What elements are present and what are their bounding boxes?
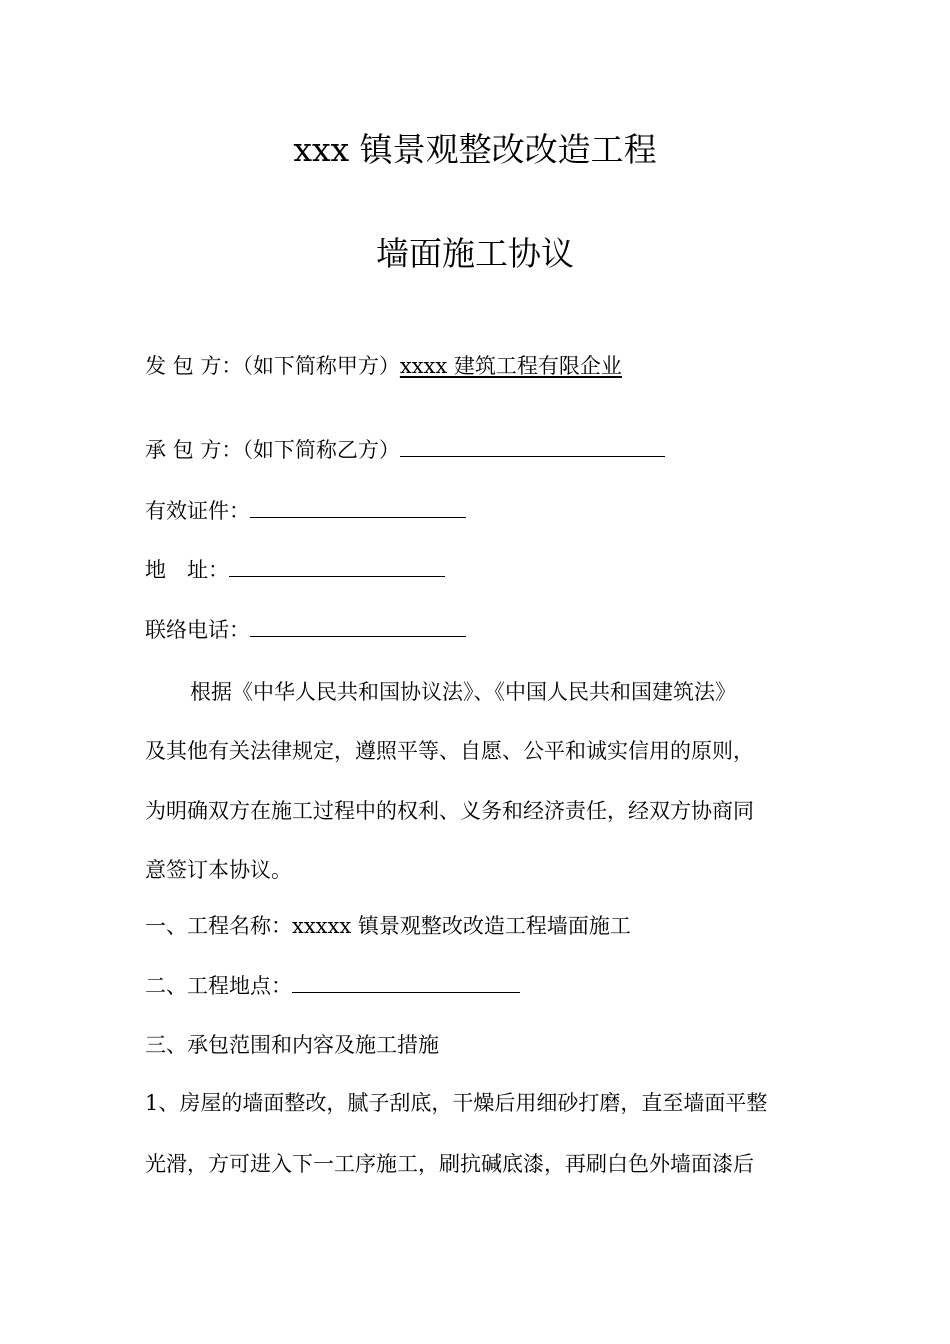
section-2-label: 二、工程地点：	[145, 974, 292, 998]
section-2-blank[interactable]	[292, 972, 520, 993]
party-b-blank[interactable]	[400, 436, 665, 457]
id-doc-line	[145, 497, 466, 525]
document-subtitle: 墙面施工协议	[376, 234, 574, 273]
section-2-line	[145, 972, 520, 1000]
section-3: 三、承包范围和内容及施工措施	[145, 1033, 439, 1057]
party-a-label: 发 包 方：	[145, 354, 243, 378]
address-line	[145, 556, 445, 584]
preamble-line-3: 为明确双方在施工过程中的权利、义务和经济责任，经双方协商同	[145, 799, 754, 823]
preamble-line-2: 及其他有关法律规定，遵照平等、自愿、公平和诚实信用的原则，	[145, 739, 754, 763]
address-blank[interactable]	[229, 556, 445, 577]
id-doc-label: 有效证件：	[145, 499, 250, 523]
phone-label: 联络电话：	[145, 618, 250, 642]
party-b-line	[145, 436, 665, 464]
document-title: xxx 镇景观整改改造工程	[293, 130, 657, 169]
party-b-note: （如下简称乙方）	[242, 438, 400, 462]
party-a-note: （如下简称甲方）	[242, 354, 400, 378]
party-a-value: xxxx 建筑工程有限企业	[399, 354, 622, 378]
party-b-label: 承 包 方：	[145, 438, 243, 462]
item-1-line-1: 1、房屋的墙面整改，腻子刮底，干燥后用细砂打磨，直至墙面平整	[145, 1091, 768, 1115]
address-label: 地 址：	[145, 558, 229, 582]
phone-blank[interactable]	[250, 616, 466, 637]
item-1-line-2: 光滑，方可进入下一工序施工，刷抗碱底漆，再刷白色外墙面漆后	[145, 1152, 754, 1176]
preamble-line-1: 根据《中华人民共和国协议法》、《中国人民共和国建筑法》	[190, 680, 736, 704]
preamble-line-4: 意签订本协议。	[145, 858, 292, 882]
id-doc-blank[interactable]	[250, 497, 466, 518]
section-1: 一、工程名称：xxxxx 镇景观整改改造工程墙面施工	[145, 914, 631, 938]
party-a-line	[145, 352, 622, 380]
phone-line	[145, 616, 466, 644]
